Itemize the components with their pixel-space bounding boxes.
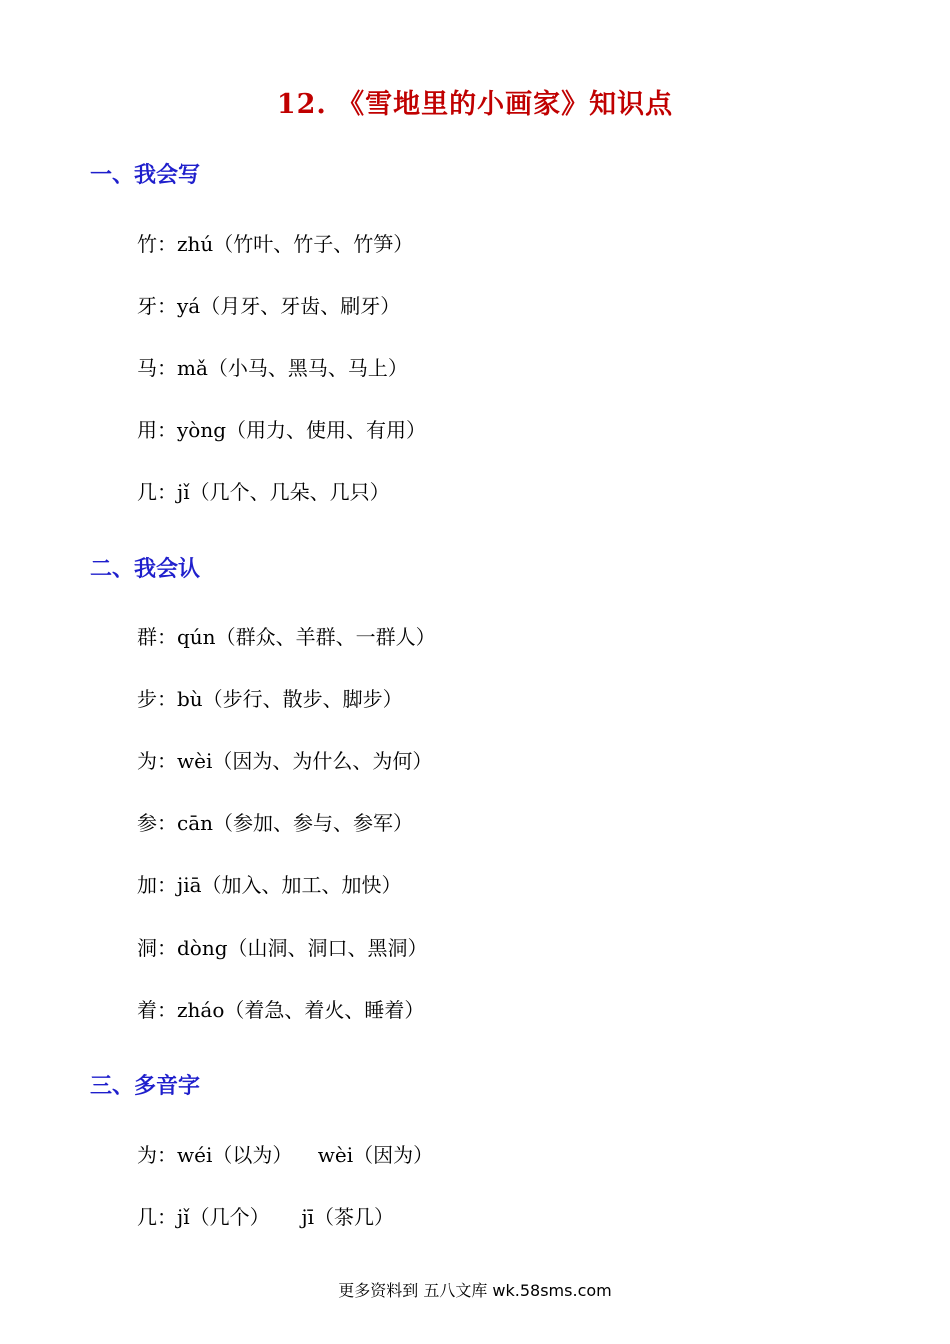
- entry-recognize-1: 群：qún（群众、羊群、一群人）: [137, 625, 436, 649]
- entry-write-3: 马：mǎ（小马、黑马、马上）: [137, 356, 408, 380]
- entry-write-2: 牙：yá（月牙、牙齿、刷牙）: [137, 294, 401, 318]
- entry-polyphone-2: 几：jǐ（几个） jī（茶几）: [137, 1205, 394, 1229]
- entry-write-5: 几：jǐ（几个、几朵、几只）: [137, 480, 390, 504]
- page-title: 12. 《雪地里的小画家》知识点: [276, 89, 674, 120]
- footer-link[interactable]: 更多资料到 五八文库 wk.58sms.com: [338, 1281, 612, 1300]
- section-heading-recognize: 二、我会认: [90, 557, 201, 582]
- entry-recognize-3: 为：wèi（因为、为什么、为何）: [137, 749, 433, 773]
- entry-recognize-5: 加：jiā（加入、加工、加快）: [137, 873, 402, 897]
- entry-recognize-7: 着：zháo（着急、着火、睡着）: [137, 998, 425, 1022]
- entry-write-1: 竹：zhú（竹叶、竹子、竹笋）: [137, 232, 414, 256]
- section-heading-write: 一、我会写: [90, 163, 201, 188]
- entry-polyphone-1: 为：wéi（以为） wèi（因为）: [137, 1143, 434, 1167]
- entry-recognize-6: 洞：dòng（山洞、洞口、黑洞）: [137, 936, 428, 960]
- section-heading-polyphones: 三、多音字: [90, 1074, 201, 1099]
- entry-recognize-4: 参：cān（参加、参与、参军）: [137, 811, 414, 835]
- entry-recognize-2: 步：bù（步行、散步、脚步）: [137, 687, 403, 711]
- entry-write-4: 用：yòng（用力、使用、有用）: [137, 418, 427, 442]
